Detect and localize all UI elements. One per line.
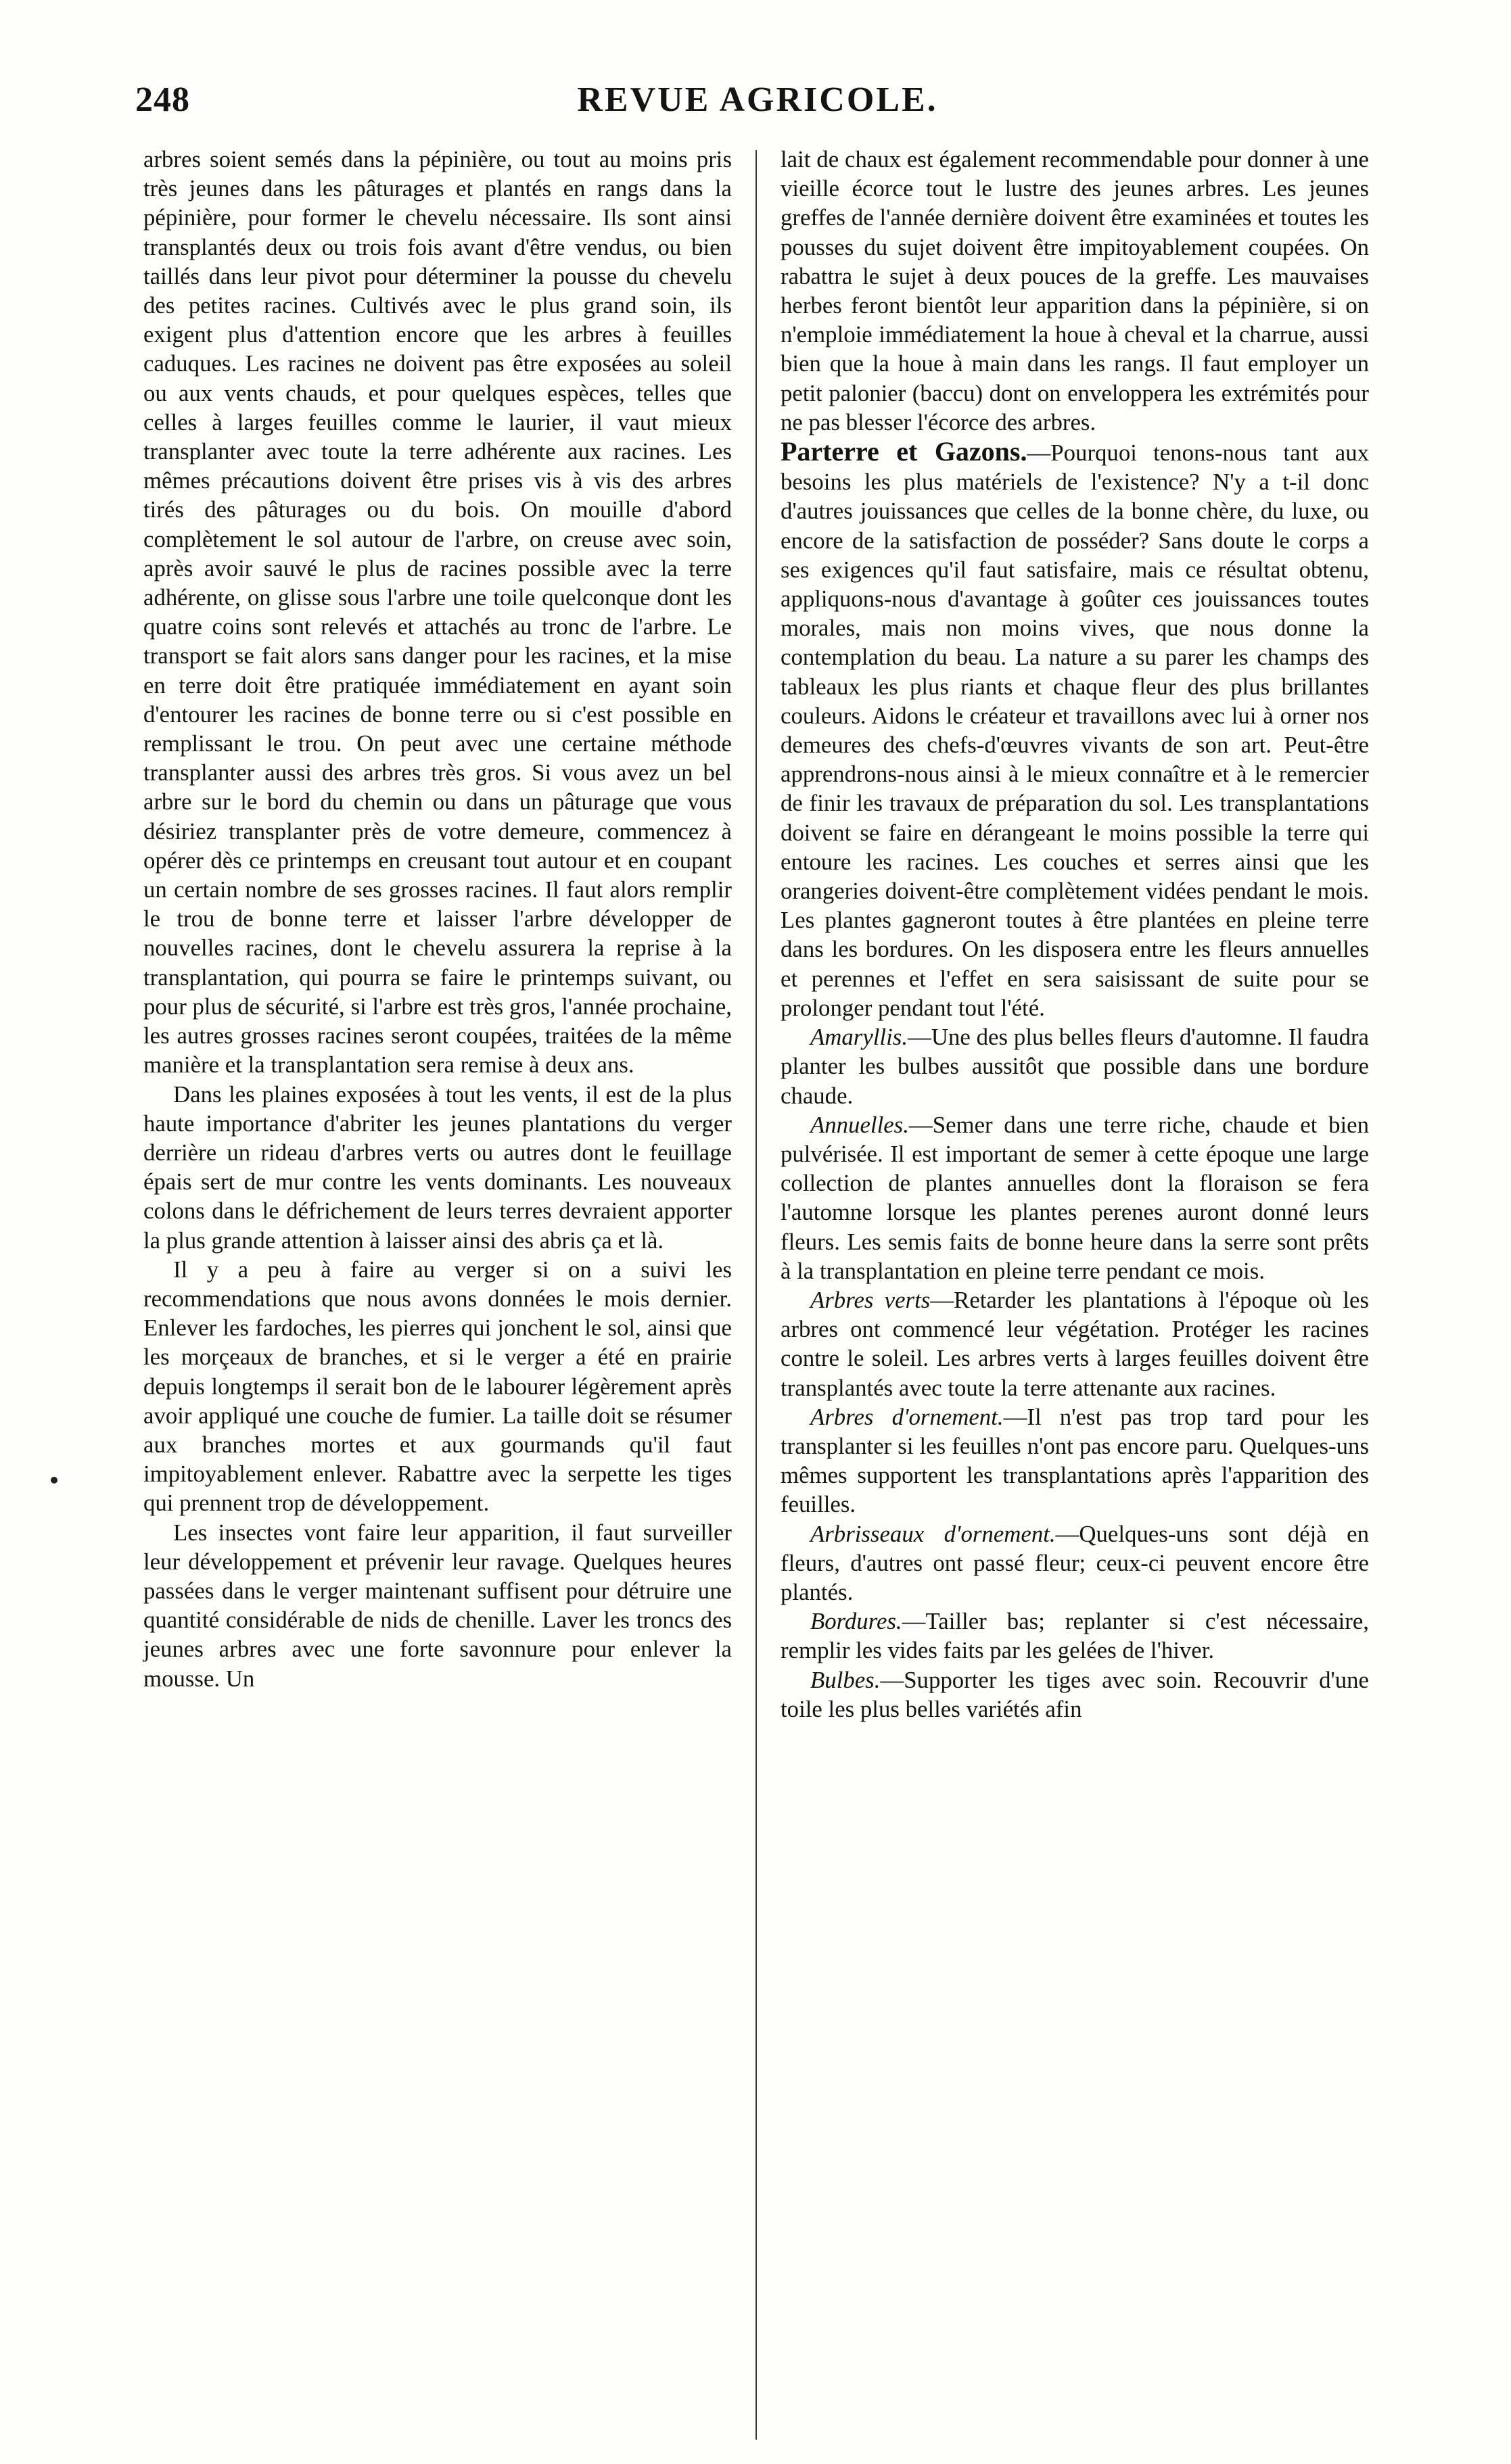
running-title: REVUE AGRICOLE. <box>577 80 938 119</box>
entry-lead: Arbres verts <box>810 1286 931 1313</box>
entry-annuelles <box>781 1110 1369 1285</box>
entry-lead: Arbrisseaux d'ornement. <box>810 1520 1056 1547</box>
entry-text: —Une des plus belles fleurs d'automne. Il faudra planter les bulbes aussitôt que possible dans une bordure chaude. <box>781 1024 1369 1109</box>
left-column <box>143 145 732 1693</box>
section-text: —Pourquoi tenons-nous tant aux besoins les plus matériels de l'existence? N'y a t-il donc d'autres jouissances que celles de la bonne chère, du luxe, ou encore de la satisfaction de posséder? Sans doute le corps a ses exigences qu'il faut satisfaire, mais ce résultat obtenu, appliquons-nous d'avantage à goûter ces jouissances toutes morales, mais non moins vives, que nous donne la contemplation du beau. La nature a su parer les champs des tableaux les plus riants et chaque fleur des plus brillantes couleurs. Aidons le créateur et travaillons avec lui à orner nos demeures des chefs-d'œuvres vivants de son art. Peut-être apprendrons-nous ainsi à le mieux connaître et à le remercier de finir les travaux de préparation du sol. Les transplantations doivent se faire en dérangeant le moins possible la terre qui entoure les racines. Les couches et serres ainsi que les orangeries doivent-être complètement vidées pendant le mois. Les plantes gagneront toutes à être plantées en pleine terre dans les bordures. On les disposera entre les fleurs annuelles et perennes et l'effet en sera saisissant de suite pour se prolonger pendant tout l'été. <box>781 440 1369 1021</box>
right-column <box>781 145 1369 1724</box>
entry-text: —Quelques-uns sont déjà en fleurs, d'autres ont passé fleur; ceux-ci peuvent encore être plantés. <box>781 1520 1369 1605</box>
entry-text: —Retarder les plantations à l'époque où les arbres ont commencé leur végétation. Protéger les racines contre le soleil. Les arbres verts à larges feuilles doivent être transplantés avec toute la terre attenante aux racines. <box>781 1286 1369 1401</box>
paragraph: Les insectes vont faire leur apparition, il faut surveiller leur développement et prévenir leur ravage. Quelques heures passées dans le verger maintenant suffisent pour détruire une quantité considérable de nids de chenille. Laver les troncs des jeunes arbres avec une forte savonnure pour enlever la mousse. Un <box>143 1519 732 1692</box>
paragraph: lait de chaux est également recommendable pour donner à une vieille écorce tout le lustre des jeunes arbres. Les jeunes greffes de l'année dernière doivent être examinées et toutes les pousses du sujet doivent être impitoyablement coupées. On rabattra le sujet à deux pouces de la greffe. Les mauvaises herbes feront bientôt leur apparition dans la pépinière, si on n'emploie immédiatement la houe à cheval et la charrue, aussi bien que la houe à main dans les rangs. Il faut employer un petit palonier (baccu) dont on enveloppera les extrémités pour ne pas blesser l'écorce des arbres. <box>781 146 1369 435</box>
column-divider <box>756 150 757 2440</box>
paragraph: Dans les plaines exposées à tout les vents, il est de la plus haute importance d'abriter les jeunes plantations du verger derrière un rideau d'arbres verts ou autres dont le feuillage épais sert de mur contre les vents dominants. Les nouveaux colons dans le défrichement de leurs terres devraient apporter la plus grande attention à laisser ainsi des abris ça et là. <box>143 1081 732 1254</box>
entry-amaryllis <box>781 1022 1369 1110</box>
entry-bordures <box>781 1607 1369 1665</box>
entry-arbres-ornement <box>781 1402 1369 1519</box>
page-header <box>135 80 1380 134</box>
entry-bulbes <box>781 1665 1369 1724</box>
entry-arbrisseaux <box>781 1519 1369 1607</box>
page-number: 248 <box>135 80 190 119</box>
paragraph: Il y a peu à faire au verger si on a suivi les recommendations que nous avons données le mois dernier. Enlever les fardoches, les pierres qui jonchent le sol, ainsi que les morçeaux de branches, et si le verger a été en prairie depuis longtemps il serait bon de le labourer légèrement après avoir appliqué une couche de fumier. La taille doit se résumer aux branches mortes et aux gourmands qu'il faut impitoyablement enlever. Rabattre avec la serpette les tiges qui prennent trop de développement. <box>143 1256 732 1517</box>
entry-text: —Supporter les tiges avec soin. Recouvrir d'une toile les plus belles variétés afin <box>781 1666 1369 1722</box>
section-heading: Parterre et Gazons. <box>781 436 1027 467</box>
entry-lead: Arbres d'ornement. <box>810 1403 1004 1430</box>
section-parterre <box>781 437 1369 1022</box>
entry-lead: Annuelles. <box>810 1111 909 1138</box>
entry-text: —Semer dans une terre riche, chaude et bien pulvérisée. Il est important de semer à cette époque une large collection de plantes annuelles dont la floraison se fera l'automne lorsque les plantes perenes auront donné leurs fleurs. Les semis faits de bonne heure dans la serre sont prêts à la transplantation en pleine terre pendant ce mois. <box>781 1111 1369 1284</box>
ink-dot <box>51 1477 57 1484</box>
paragraph: arbres soient semés dans la pépinière, ou tout au moins pris très jeunes dans les pâturages et plantés en rangs dans la pépinière, pour former le chevelu nécessaire. Ils sont ainsi transplantés deux ou trois fois avant d'être vendus, ou bien taillés dans leur pivot pour déterminer la pousse du chevelu des petites racines. Cultivés avec le plus grand soin, ils exigent plus d'attention encore que les arbres à feuilles caduques. Les racines ne doivent pas être exposées au soleil ou aux vents chauds, et pour quelques espèces, telles que celles à larges feuilles comme le laurier, il vaut mieux transplanter avec toute la terre adhérente aux racines. Les mêmes précautions doivent être prises vis à vis des arbres tirés des pâturages ou du bois. On mouille d'abord complètement le sol autour de l'arbre, on creuse avec soin, après avoir sauvé le plus de racines possible avec la terre adhérente, on glisse sous l'arbre une toile quelconque dont les quatre coins sont relevés et attachés au tronc de l'arbre. Le transport se fait alors sans danger pour les racines, et la mise en terre doit être pratiquée immédiatement en ayant soin d'entourer les racines de bonne terre ou si c'est possible en remplissant le trou. On peut avec une certaine méthode transplanter aussi des arbres très gros. Si vous avez un bel arbre sur le bord du chemin ou dans un pâturage que vous désiriez transplanter près de votre demeure, commencez à opérer dès ce printemps en creusant tout autour et en coupant un certain nombre de ses grosses racines. Il faut alors remplir le trou de bonne terre et laisser l'arbre développer de nouvelles racines, dont le chevelu assurera la reprise à la transplantation, qui pourra se faire le printemps suivant, ou pour plus de sécurité, si l'arbre est très gros, l'année prochaine, les autres grosses racines seront coupées, traitées de la même manière et la transplantation sera remise à deux ans. <box>143 146 732 1079</box>
entry-lead: Bordures. <box>810 1608 902 1635</box>
entry-lead: Bulbes. <box>810 1666 881 1693</box>
entry-arbres-verts <box>781 1285 1369 1402</box>
entry-text: —Tailler bas; replanter si c'est nécessaire, remplir les vides faits par les gelées de l'hiver. <box>781 1608 1369 1664</box>
entry-lead: Amaryllis. <box>810 1024 908 1051</box>
entry-text: —Il n'est pas trop tard pour les transplanter si les feuilles n'ont pas encore paru. Quelques-uns mêmes supportent les transplantations après l'apparition des feuilles. <box>781 1403 1369 1518</box>
